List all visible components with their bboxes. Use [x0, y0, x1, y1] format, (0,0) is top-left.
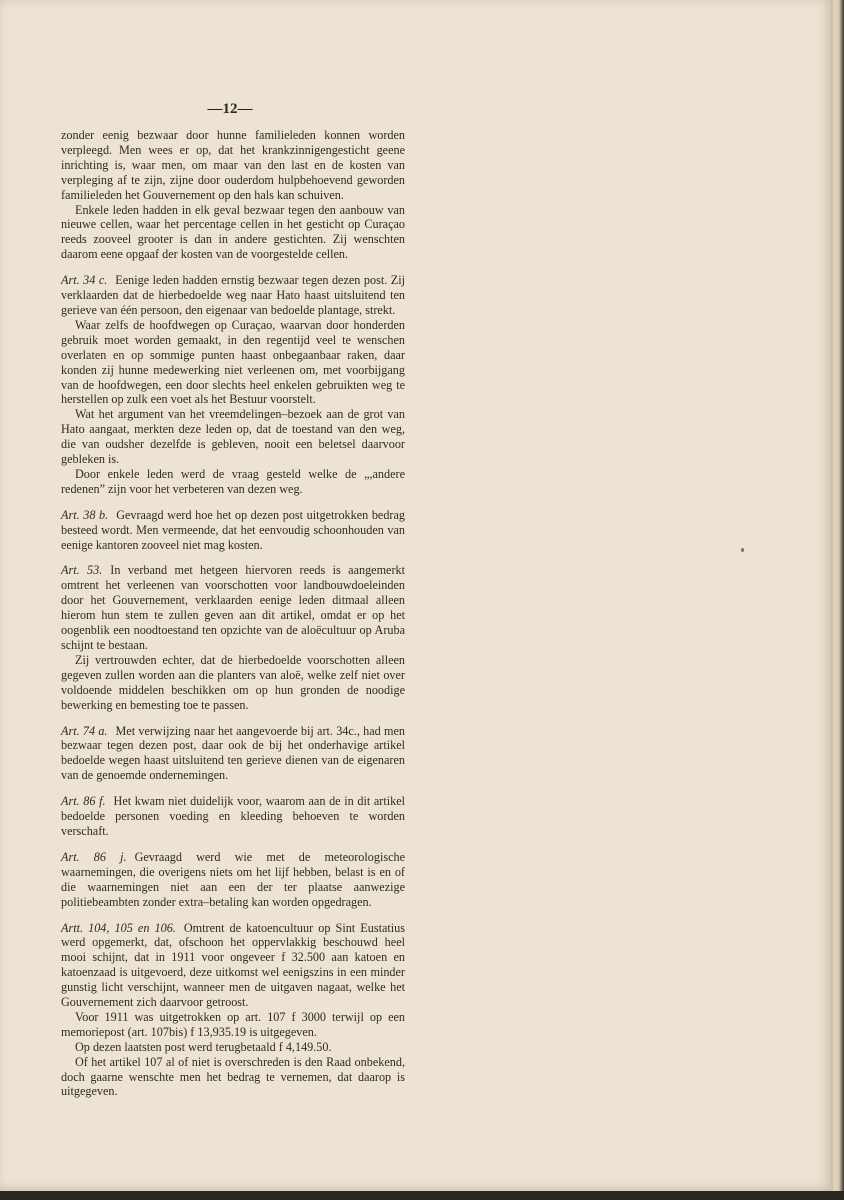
paper-spot — [741, 548, 744, 552]
article-reference: Artt. 104, 105 en 106. — [61, 920, 176, 935]
paragraph-text: Waar zelfs de hoofdwegen op Curaçao, waarvan door honderden gebruik moet worden gemaakt, in den regentijd veel te wenschen overlaten en op sommige punten haast onbegaanbaar raken, daar konden zij hunne medewerking niet verleenen om, met voorbijgang van de hoofdwegen, een door slechts heel enkelen gebruikten weg te herstellen op zulk een voet als het Bestuur voorstelt. — [61, 317, 405, 407]
paragraph — [61, 653, 405, 713]
page-bottom-edge — [0, 1191, 844, 1200]
article-reference: Art. 74 a. — [61, 723, 108, 738]
paragraph — [61, 1010, 405, 1040]
paragraph — [61, 318, 405, 407]
paragraph — [61, 1055, 405, 1100]
paragraph-text: Voor 1911 was uitgetrokken op art. 107 f 3000 terwijl op een memoriepost (art. 107bis) f 13,935.19 is uitgegeven. — [61, 1009, 405, 1039]
page-number: —12— — [207, 101, 253, 117]
paragraph — [61, 128, 405, 203]
paragraph-text: Het kwam niet duidelijk voor, waarom aan de in dit artikel bedoelde personen voeding en kleeding behoeven te worden verschaft. — [61, 794, 405, 838]
paragraph-text: Gevraagd werd hoe het op dezen post uitgetrokken bedrag besteed wordt. Men vermeende, dat het eenvoudig schoonhouden van eenige kantoren zooveel niet mag kosten. — [61, 507, 405, 552]
paragraph-text: Of het artikel 107 al of niet is overschreden is den Raad onbekend, doch gaarne wenschte men het bedrag te vernemen, dat daarop is uitgegeven. — [61, 1054, 405, 1099]
paragraph-text: zonder eenig bezwaar door hunne familieleden konnen worden verpleegd. Men wees er op, dat het krankzinnigengesticht geene inrichting is, waar men, om maar van den last en de kosten van verpleging af te zijn, zijne door ouderdom hulpbehoevend geworden familieleden het Gouvernement op den hals kan schuiven. — [61, 128, 405, 202]
paragraph-text: Wat het argument van het vreemdelingen–bezoek aan de grot van Hato aangaat, merkten deze leden op, dat de toestand van den weg, die van oudsher dezelfde is gebleven, nooit een beletsel daarvoor gebleken is. — [61, 407, 405, 467]
page-edge — [831, 0, 844, 1200]
article-paragraph — [61, 273, 405, 318]
article-reference: Art. 53. — [61, 563, 103, 578]
paragraph-text: Door enkele leden werd de vraag gesteld welke de „,andere redenen” zijn voor het verbeteren van dezen weg. — [61, 466, 405, 496]
paragraph — [61, 407, 405, 467]
article-paragraph — [61, 508, 405, 553]
article-reference: Art. 86 f. — [61, 794, 106, 809]
paragraph — [61, 203, 405, 263]
article-paragraph — [61, 921, 405, 1010]
paragraph — [61, 1040, 405, 1055]
paragraph-text: Op dezen laatsten post werd terugbetaald f 4,149.50. — [75, 1039, 332, 1054]
paragraph-text: Zij vertrouwden echter, dat de hierbedoelde voorschotten alleen gegeven zullen worden aan die planters van aloë, welke zelf niet over voldoende middelen beschikken om op hun gronden de noodige bewerking en bemesting toe te passen. — [61, 652, 405, 712]
article-paragraph — [61, 850, 405, 910]
body-text — [61, 128, 405, 1099]
article-reference: Art. 38 b. — [61, 507, 109, 522]
article-paragraph — [61, 563, 405, 652]
paragraph-text: Enkele leden hadden in elk geval bezwaar tegen den aanbouw van nieuwe cellen, waar het percentage cellen in het gesticht op Curaçao reeds zooveel grooter is dan in andere gestichten. Zij wenschten daarom eene opgaaf der kosten van de voorgestelde cellen. — [61, 202, 405, 262]
article-reference: Art. 86 j. — [61, 849, 127, 864]
article-paragraph — [61, 794, 405, 839]
paragraph-text: Met verwijzing naar het aangevoerde bij art. 34c., had men bezwaar tegen dezen post, daar ook de bij het onderhavige artikel bedoelde wegen haast uitsluitend ten gerieve dienen van de eigenaren van de genoemde ondernemingen. — [61, 723, 405, 783]
article-paragraph — [61, 724, 405, 784]
paragraph-text: Eenige leden hadden ernstig bezwaar tegen dezen post. Zij verklaarden dat de hierbedoelde weg naar Hato haast uitsluitend ten gerieve van één persoon, den eigenaar van bedoelde plantage, strekt. — [61, 273, 405, 317]
paragraph-text: Gevraagd werd wie met de meteorologische waarnemingen, die overigens niets om het lijf hebben, belast is en of die waarnemingen niet aan een der ter plaatse aanwezige politiebeambten zonder extra–betaling kan worden opgedragen. — [61, 849, 405, 909]
paragraph-text: Omtrent de katoencultuur op Sint Eustatius werd opgemerkt, dat, ofschoon het oppervlakkig beschouwd heel mooi schijnt, dat in 1911 voor ongeveer f 32.500 aan katoen en katoenzaad is uitgevoerd, deze uitkomst wel eenigszins in een minder gunstig licht verschijnt, wanneer men de uitgaven nagaat, welke het Gouvernement zich daarvoor getroost. — [61, 920, 405, 1010]
paragraph — [61, 467, 405, 497]
article-reference: Art. 34 c. — [61, 273, 108, 288]
paragraph-text: In verband met hetgeen hiervoren reeds is aangemerkt omtrent het verleenen van voorschotten voor landbouwdoeleinden door het Gouvernement, verklaarden eenige leden ditmaal alleen hierom hun stem te zullen geven aan dit artikel, omdat er op het oogenblik een noodtoestand ten opzichte van de aloëcultuur op Aruba schijnt te bestaan. — [61, 563, 405, 652]
